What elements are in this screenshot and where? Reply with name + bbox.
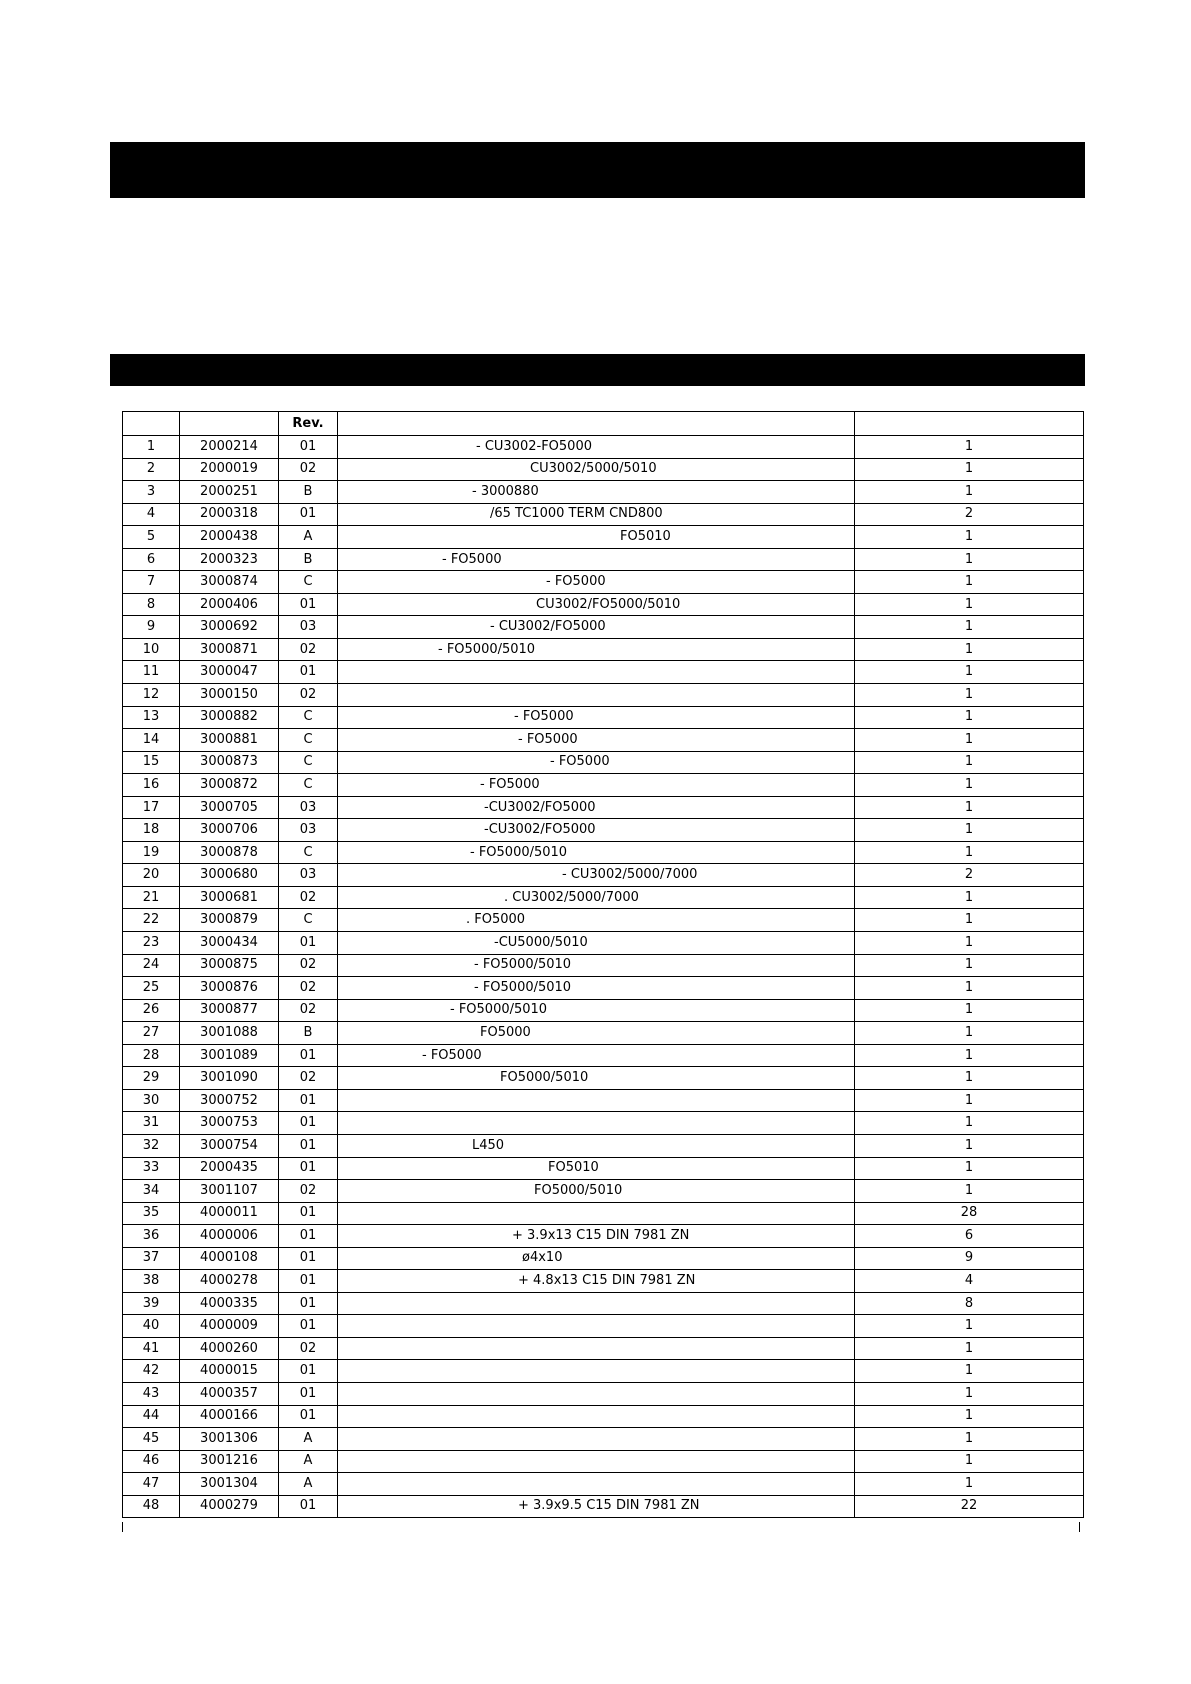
- cell-description: FO5000/5010: [338, 1067, 855, 1090]
- cell-position: 1: [123, 436, 180, 459]
- cell-quantity: 1: [855, 819, 1084, 842]
- table-row: [123, 1428, 1084, 1451]
- cell-description: [338, 661, 855, 684]
- cell-description: [338, 684, 855, 707]
- cell-quantity: 1: [855, 999, 1084, 1022]
- cell-code: 3000680: [180, 864, 279, 887]
- cell-revision: 01: [279, 1495, 338, 1518]
- cell-description: - FO5000: [338, 751, 855, 774]
- cell-description: . FO5000: [338, 909, 855, 932]
- table-row: [123, 864, 1084, 887]
- cell-description: [338, 1382, 855, 1405]
- cell-revision: C: [279, 751, 338, 774]
- cell-description: -CU3002/FO5000: [338, 796, 855, 819]
- table-row: [123, 661, 1084, 684]
- cell-revision: 01: [279, 1134, 338, 1157]
- table-row: [123, 1157, 1084, 1180]
- table-row: [123, 1112, 1084, 1135]
- cell-quantity: 4: [855, 1270, 1084, 1293]
- table-row: [123, 1202, 1084, 1225]
- cell-revision: 01: [279, 1360, 338, 1383]
- cell-code: 3000877: [180, 999, 279, 1022]
- table-row: [123, 503, 1084, 526]
- cell-revision: 03: [279, 796, 338, 819]
- cell-revision: A: [279, 1428, 338, 1451]
- cell-revision: A: [279, 526, 338, 549]
- header-revision: Rev.: [279, 412, 338, 436]
- table-row: [123, 1247, 1084, 1270]
- cell-position: 42: [123, 1360, 180, 1383]
- cell-position: 44: [123, 1405, 180, 1428]
- cell-code: 2000318: [180, 503, 279, 526]
- cell-position: 5: [123, 526, 180, 549]
- table-row: [123, 1315, 1084, 1338]
- cell-quantity: 1: [855, 1315, 1084, 1338]
- cell-position: 9: [123, 616, 180, 639]
- table-row: [123, 1270, 1084, 1293]
- cell-revision: 02: [279, 1067, 338, 1090]
- cell-position: 17: [123, 796, 180, 819]
- cell-description: [338, 1315, 855, 1338]
- cell-position: 39: [123, 1292, 180, 1315]
- cell-code: 4000278: [180, 1270, 279, 1293]
- cell-code: 3000706: [180, 819, 279, 842]
- cell-revision: 01: [279, 1247, 338, 1270]
- cell-description: - CU3002/5000/7000: [338, 864, 855, 887]
- cell-code: 4000108: [180, 1247, 279, 1270]
- cell-code: 3000873: [180, 751, 279, 774]
- cell-quantity: 1: [855, 1067, 1084, 1090]
- cell-revision: 02: [279, 1337, 338, 1360]
- cell-quantity: 22: [855, 1495, 1084, 1518]
- cell-revision: 01: [279, 1315, 338, 1338]
- cell-revision: 01: [279, 593, 338, 616]
- cell-position: 35: [123, 1202, 180, 1225]
- cell-revision: C: [279, 706, 338, 729]
- cell-position: 18: [123, 819, 180, 842]
- cell-quantity: 1: [855, 481, 1084, 504]
- cell-quantity: 1: [855, 751, 1084, 774]
- cell-revision: 02: [279, 886, 338, 909]
- cell-quantity: 1: [855, 954, 1084, 977]
- table-row: [123, 841, 1084, 864]
- cell-quantity: 1: [855, 1089, 1084, 1112]
- cell-code: 3001216: [180, 1450, 279, 1473]
- cell-quantity: 1: [855, 571, 1084, 594]
- cell-position: 21: [123, 886, 180, 909]
- cell-position: 12: [123, 684, 180, 707]
- cell-code: 2000323: [180, 548, 279, 571]
- cell-code: 4000009: [180, 1315, 279, 1338]
- cell-position: 29: [123, 1067, 180, 1090]
- cell-revision: 01: [279, 1405, 338, 1428]
- cell-quantity: 1: [855, 1428, 1084, 1451]
- table-row: [123, 1067, 1084, 1090]
- header-code: [180, 412, 279, 436]
- cell-quantity: 1: [855, 977, 1084, 1000]
- cell-revision: B: [279, 481, 338, 504]
- table-row: [123, 819, 1084, 842]
- table-row: [123, 1337, 1084, 1360]
- header-position: [123, 412, 180, 436]
- table-row: [123, 977, 1084, 1000]
- cell-revision: 01: [279, 1225, 338, 1248]
- cell-quantity: 1: [855, 684, 1084, 707]
- cell-position: 3: [123, 481, 180, 504]
- cell-code: 3000876: [180, 977, 279, 1000]
- cell-revision: C: [279, 571, 338, 594]
- cell-code: 3000681: [180, 886, 279, 909]
- cell-quantity: 1: [855, 909, 1084, 932]
- cell-code: 3001090: [180, 1067, 279, 1090]
- cell-description: + 3.9x13 C15 DIN 7981 ZN: [338, 1225, 855, 1248]
- cell-position: 33: [123, 1157, 180, 1180]
- header-description: [338, 412, 855, 436]
- cell-position: 46: [123, 1450, 180, 1473]
- cell-description: -CU5000/5010: [338, 932, 855, 955]
- cell-quantity: 1: [855, 1157, 1084, 1180]
- cell-description: [338, 1337, 855, 1360]
- cell-quantity: 28: [855, 1202, 1084, 1225]
- cell-position: 11: [123, 661, 180, 684]
- cell-description: - FO5000: [338, 548, 855, 571]
- cell-quantity: 6: [855, 1225, 1084, 1248]
- cell-revision: 02: [279, 684, 338, 707]
- cell-description: - CU3002/FO5000: [338, 616, 855, 639]
- cell-description: FO5010: [338, 1157, 855, 1180]
- cell-quantity: 1: [855, 548, 1084, 571]
- cell-description: [338, 1473, 855, 1496]
- table-row: [123, 909, 1084, 932]
- cell-revision: 02: [279, 458, 338, 481]
- cell-code: 4000011: [180, 1202, 279, 1225]
- table-row: [123, 1405, 1084, 1428]
- cell-position: 28: [123, 1044, 180, 1067]
- table-row: [123, 593, 1084, 616]
- header-quantity: [855, 412, 1084, 436]
- cell-description: - FO5000: [338, 571, 855, 594]
- cell-quantity: 1: [855, 932, 1084, 955]
- cell-quantity: 1: [855, 729, 1084, 752]
- cell-code: 3001107: [180, 1180, 279, 1203]
- table-header-row: [123, 412, 1084, 436]
- cell-description: - 3000880: [338, 481, 855, 504]
- cell-quantity: 1: [855, 638, 1084, 661]
- cell-description: CU3002/FO5000/5010: [338, 593, 855, 616]
- table-row: [123, 751, 1084, 774]
- cell-revision: C: [279, 729, 338, 752]
- cell-code: 3001304: [180, 1473, 279, 1496]
- cell-quantity: 1: [855, 1180, 1084, 1203]
- table-row: [123, 796, 1084, 819]
- cell-description: [338, 1360, 855, 1383]
- cell-position: 8: [123, 593, 180, 616]
- cell-description: [338, 1202, 855, 1225]
- cell-position: 25: [123, 977, 180, 1000]
- cell-description: L450: [338, 1134, 855, 1157]
- cell-description: [338, 1292, 855, 1315]
- cell-revision: 02: [279, 954, 338, 977]
- cell-revision: 03: [279, 819, 338, 842]
- cell-quantity: 1: [855, 661, 1084, 684]
- cell-position: 6: [123, 548, 180, 571]
- cell-position: 7: [123, 571, 180, 594]
- table-row: [123, 436, 1084, 459]
- cell-quantity: 1: [855, 436, 1084, 459]
- cell-quantity: 1: [855, 1112, 1084, 1135]
- cell-position: 20: [123, 864, 180, 887]
- cell-code: 2000435: [180, 1157, 279, 1180]
- cell-code: 2000251: [180, 481, 279, 504]
- cell-revision: 02: [279, 1180, 338, 1203]
- table-row: [123, 638, 1084, 661]
- cell-description: FO5000: [338, 1022, 855, 1045]
- cell-quantity: 1: [855, 886, 1084, 909]
- table-continuation: [122, 1522, 1080, 1532]
- cell-description: + 4.8x13 C15 DIN 7981 ZN: [338, 1270, 855, 1293]
- cell-revision: 01: [279, 503, 338, 526]
- cell-description: - CU3002-FO5000: [338, 436, 855, 459]
- title-bar: [110, 142, 1085, 198]
- cell-code: 4000015: [180, 1360, 279, 1383]
- table-row: [123, 1225, 1084, 1248]
- table-row: [123, 526, 1084, 549]
- table-row: [123, 616, 1084, 639]
- cell-position: 23: [123, 932, 180, 955]
- cell-description: - FO5000/5010: [338, 977, 855, 1000]
- cell-revision: 01: [279, 1202, 338, 1225]
- cell-quantity: 1: [855, 1044, 1084, 1067]
- cell-revision: 01: [279, 1089, 338, 1112]
- cell-quantity: 1: [855, 1382, 1084, 1405]
- table-row: [123, 1292, 1084, 1315]
- table-row: [123, 571, 1084, 594]
- cell-description: [338, 1405, 855, 1428]
- cell-code: 3000872: [180, 774, 279, 797]
- table-row: [123, 684, 1084, 707]
- cell-quantity: 2: [855, 864, 1084, 887]
- cell-position: 43: [123, 1382, 180, 1405]
- cell-quantity: 1: [855, 1360, 1084, 1383]
- cell-description: - FO5000/5010: [338, 841, 855, 864]
- cell-code: 3000871: [180, 638, 279, 661]
- cell-position: 22: [123, 909, 180, 932]
- cell-revision: 01: [279, 1382, 338, 1405]
- cell-description: - FO5000: [338, 706, 855, 729]
- cell-revision: 02: [279, 977, 338, 1000]
- cell-code: 3000754: [180, 1134, 279, 1157]
- cell-quantity: 2: [855, 503, 1084, 526]
- cell-revision: B: [279, 548, 338, 571]
- table-row: [123, 932, 1084, 955]
- cell-revision: 03: [279, 864, 338, 887]
- cell-position: 2: [123, 458, 180, 481]
- cell-quantity: 1: [855, 706, 1084, 729]
- cell-position: 19: [123, 841, 180, 864]
- cell-revision: 01: [279, 1270, 338, 1293]
- cell-revision: A: [279, 1450, 338, 1473]
- cell-description: - FO5000/5010: [338, 638, 855, 661]
- cell-description: - FO5000: [338, 1044, 855, 1067]
- cell-position: 41: [123, 1337, 180, 1360]
- section-header-bar: [110, 354, 1085, 386]
- cell-quantity: 8: [855, 1292, 1084, 1315]
- cell-position: 34: [123, 1180, 180, 1203]
- cell-code: 3001089: [180, 1044, 279, 1067]
- cell-description: [338, 1450, 855, 1473]
- cell-position: 27: [123, 1022, 180, 1045]
- cell-description: ø4x10: [338, 1247, 855, 1270]
- cell-revision: 01: [279, 932, 338, 955]
- cell-code: 4000335: [180, 1292, 279, 1315]
- table-row: [123, 774, 1084, 797]
- cell-code: 3000882: [180, 706, 279, 729]
- cell-revision: C: [279, 909, 338, 932]
- cell-description: + 3.9x9.5 C15 DIN 7981 ZN: [338, 1495, 855, 1518]
- cell-description: - FO5000/5010: [338, 954, 855, 977]
- cell-position: 38: [123, 1270, 180, 1293]
- table-row: [123, 1360, 1084, 1383]
- cell-position: 48: [123, 1495, 180, 1518]
- cell-description: [338, 1089, 855, 1112]
- table-row: [123, 458, 1084, 481]
- table-row: [123, 999, 1084, 1022]
- cell-revision: 01: [279, 1044, 338, 1067]
- cell-description: FO5010: [338, 526, 855, 549]
- cell-revision: 02: [279, 638, 338, 661]
- cell-position: 37: [123, 1247, 180, 1270]
- table-row: [123, 954, 1084, 977]
- cell-quantity: 1: [855, 841, 1084, 864]
- cell-position: 36: [123, 1225, 180, 1248]
- cell-position: 45: [123, 1428, 180, 1451]
- cell-quantity: 1: [855, 1405, 1084, 1428]
- table-row: [123, 1180, 1084, 1203]
- table-row: [123, 1044, 1084, 1067]
- cell-description: - FO5000/5010: [338, 999, 855, 1022]
- cell-revision: 03: [279, 616, 338, 639]
- cell-position: 10: [123, 638, 180, 661]
- cell-code: 3001306: [180, 1428, 279, 1451]
- table-row: [123, 729, 1084, 752]
- table-row: [123, 1450, 1084, 1473]
- table-row: [123, 481, 1084, 504]
- cell-code: 2000406: [180, 593, 279, 616]
- cell-quantity: 1: [855, 458, 1084, 481]
- cell-quantity: 1: [855, 1450, 1084, 1473]
- cell-description: CU3002/5000/5010: [338, 458, 855, 481]
- table-row: [123, 548, 1084, 571]
- cell-code: 4000260: [180, 1337, 279, 1360]
- table-row: [123, 706, 1084, 729]
- table-row: [123, 1473, 1084, 1496]
- cell-revision: B: [279, 1022, 338, 1045]
- cell-position: 4: [123, 503, 180, 526]
- cell-quantity: 1: [855, 1134, 1084, 1157]
- cell-revision: 02: [279, 999, 338, 1022]
- cell-revision: 01: [279, 661, 338, 684]
- cell-quantity: 9: [855, 1247, 1084, 1270]
- table-row: [123, 1382, 1084, 1405]
- cell-revision: C: [279, 774, 338, 797]
- cell-code: 3000434: [180, 932, 279, 955]
- cell-description: [338, 1112, 855, 1135]
- parts-list-table: [122, 411, 1084, 1518]
- cell-revision: 01: [279, 1112, 338, 1135]
- cell-code: 3000879: [180, 909, 279, 932]
- cell-code: 4000006: [180, 1225, 279, 1248]
- cell-code: 3000881: [180, 729, 279, 752]
- cell-revision: 01: [279, 436, 338, 459]
- cell-position: 16: [123, 774, 180, 797]
- cell-revision: A: [279, 1473, 338, 1496]
- cell-code: 3000878: [180, 841, 279, 864]
- table-row: [123, 1089, 1084, 1112]
- table-row: [123, 1022, 1084, 1045]
- cell-code: 4000357: [180, 1382, 279, 1405]
- cell-description: - FO5000: [338, 774, 855, 797]
- table-row: [123, 886, 1084, 909]
- cell-code: 3000874: [180, 571, 279, 594]
- cell-revision: 01: [279, 1157, 338, 1180]
- cell-description: . CU3002/5000/7000: [338, 886, 855, 909]
- cell-description: - FO5000: [338, 729, 855, 752]
- cell-code: 4000166: [180, 1405, 279, 1428]
- table-row: [123, 1495, 1084, 1518]
- cell-position: 13: [123, 706, 180, 729]
- cell-code: 2000214: [180, 436, 279, 459]
- cell-quantity: 1: [855, 1022, 1084, 1045]
- cell-code: 3000875: [180, 954, 279, 977]
- cell-code: 3000150: [180, 684, 279, 707]
- cell-quantity: 1: [855, 526, 1084, 549]
- cell-code: 2000019: [180, 458, 279, 481]
- table-row: [123, 1134, 1084, 1157]
- cell-code: 3001088: [180, 1022, 279, 1045]
- cell-position: 31: [123, 1112, 180, 1135]
- cell-code: 3000692: [180, 616, 279, 639]
- cell-quantity: 1: [855, 774, 1084, 797]
- cell-position: 14: [123, 729, 180, 752]
- cell-description: -CU3002/FO5000: [338, 819, 855, 842]
- cell-quantity: 1: [855, 796, 1084, 819]
- cell-quantity: 1: [855, 1473, 1084, 1496]
- cell-quantity: 1: [855, 1337, 1084, 1360]
- cell-code: 3000752: [180, 1089, 279, 1112]
- cell-position: 24: [123, 954, 180, 977]
- cell-code: 2000438: [180, 526, 279, 549]
- cell-description: [338, 1428, 855, 1451]
- cell-position: 40: [123, 1315, 180, 1338]
- cell-description: FO5000/5010: [338, 1180, 855, 1203]
- cell-quantity: 1: [855, 593, 1084, 616]
- cell-code: 3000047: [180, 661, 279, 684]
- cell-revision: C: [279, 841, 338, 864]
- cell-revision: 01: [279, 1292, 338, 1315]
- cell-quantity: 1: [855, 616, 1084, 639]
- cell-code: 3000753: [180, 1112, 279, 1135]
- cell-code: 4000279: [180, 1495, 279, 1518]
- cell-position: 47: [123, 1473, 180, 1496]
- cell-position: 15: [123, 751, 180, 774]
- cell-position: 30: [123, 1089, 180, 1112]
- cell-position: 26: [123, 999, 180, 1022]
- cell-position: 32: [123, 1134, 180, 1157]
- cell-code: 3000705: [180, 796, 279, 819]
- cell-description: /65 TC1000 TERM CND800: [338, 503, 855, 526]
